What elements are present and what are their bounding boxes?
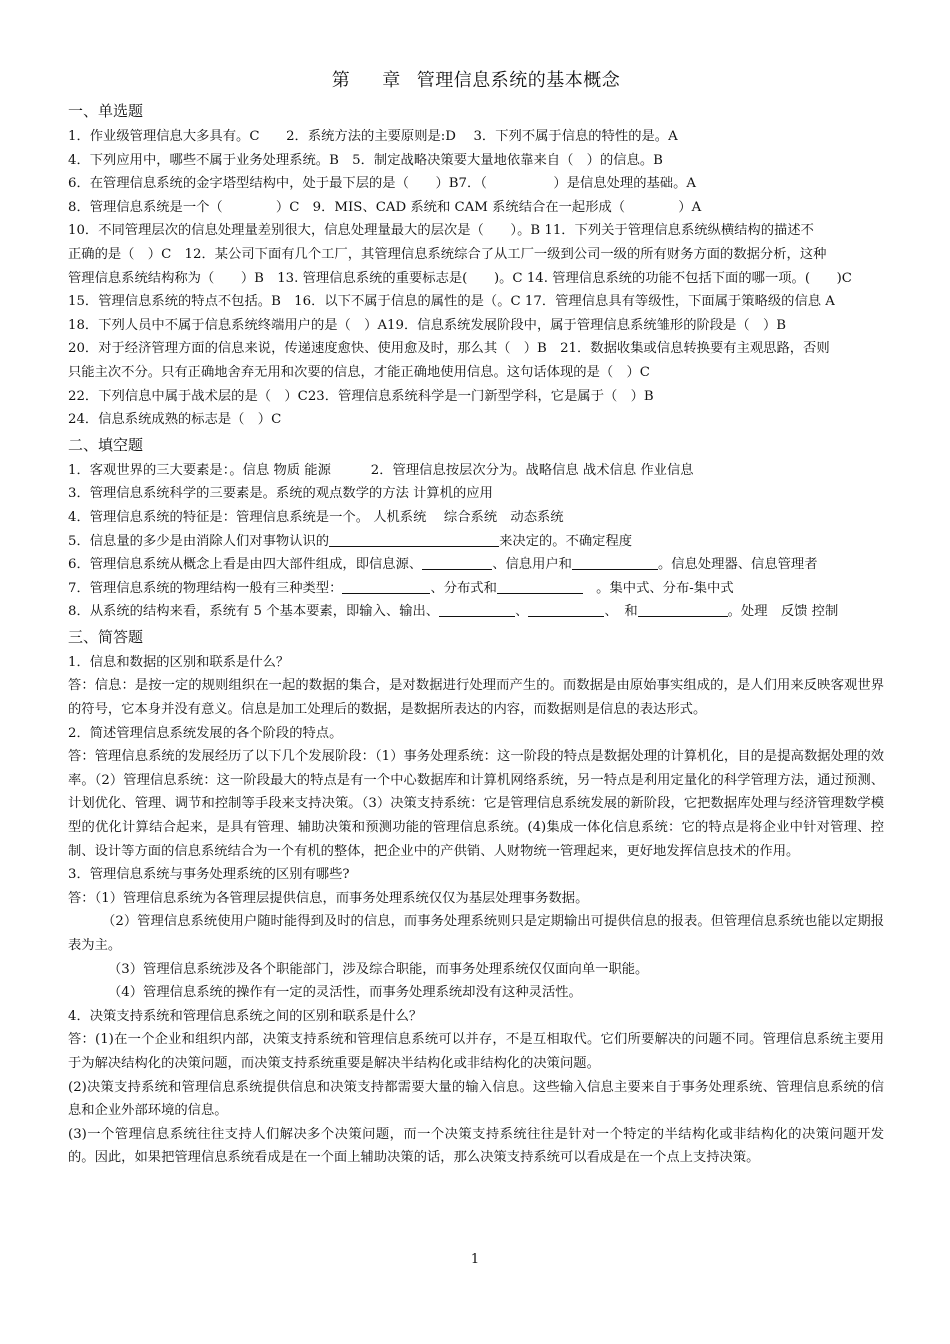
blank-underline <box>638 602 728 617</box>
title-part-1: 第 <box>331 70 351 91</box>
question-4: 4．决策支持系统和管理信息系统之间的区别和联系是什么？ <box>68 1008 423 1024</box>
blank-underline <box>439 602 515 617</box>
fill-text: 7．管理信息系统的物理结构一般有三种类型： <box>68 580 343 596</box>
mc-line: 15．管理信息系统的特点不包括。B 16．以下不属于信息的属性的是（。C 17．管理信息具有等级性，下面属于策略级的信息 A <box>68 294 835 310</box>
mc-line: 8．管理信息系统是一个（ ）C 9．MIS、CAD 系统和 CAM 系统结合在一起形成（ ）A <box>68 199 702 215</box>
fill-line-7 <box>68 577 884 601</box>
mc-line: 4．下列应用中，哪些不属于业务处理系统。B 5．制定战略决策要大量地依靠来自（ ）的信息。B <box>68 152 663 168</box>
fill-text: 、信息用户和 <box>492 557 572 573</box>
answer-3-item-1: 答：（1）管理信息系统为各管理层提供信息，而事务处理系统仅仅为基层处理事务数据。 <box>68 890 589 906</box>
fill-line-1: 1．客观世界的三大要素是：。信息 物质 能源 2．管理信息按层次分为。战略信息 战术信息 作业信息 <box>68 462 694 478</box>
fill-text: 。集中式、分布-集中式 <box>582 580 734 596</box>
mc-line: 24．信息系统成熟的标志是（ ）C <box>68 412 282 428</box>
fill-text: 、 和 <box>604 604 638 620</box>
section-heading-single-choice: 一、单选题 <box>68 102 144 120</box>
answer-3-item-3: （3）管理信息系统涉及各个职能部门，涉及综合职能，而事务处理系统仅仅面向单一职能。 <box>108 961 649 977</box>
mc-line: 18．下列人员中不属于信息系统终端用户的是（ ）A19．信息系统发展阶段中，属于管理信息系统雏形的阶段是（ ）B <box>68 317 787 333</box>
document-page <box>68 62 884 1170</box>
mc-line: 管理信息系统结构称为（ ）B 13. 管理信息系统的重要标志是( )。C 14. 管理信息系统的功能不包括下面的哪一项。( )C <box>68 270 852 286</box>
mc-line: 6．在管理信息系统的金字塔型结构中，处于最下层的是（ ）B7．（ ）是信息处理的基础。A <box>68 176 697 192</box>
fill-line-4: 4．管理信息系统的特征是：管理信息系统是一个。 人机系统 综合系统 动态系统 <box>68 509 564 525</box>
mc-line: 10．不同管理层次的信息处理量差别很大，信息处理量最大的层次是（ ）。B 11．下列关于管理信息系统纵横结构的描述不 <box>68 223 814 239</box>
fill-text: 8．从系统的结构来看，系统有 5 个基本要素，即输入、输出、 <box>68 604 440 620</box>
section-heading-short-answer: 三、简答题 <box>68 627 144 646</box>
mc-line: 20．对于经济管理方面的信息来说，传递速度愈快、使用愈及时，那么其（ ）B 21．数据收集或信息转换要有主观思路，否则 <box>68 341 830 357</box>
section-heading-fill-blank: 二、填空题 <box>68 435 144 454</box>
blank-underline <box>528 602 604 617</box>
fill-blank-list <box>68 459 884 624</box>
mc-line: 只能主次不分。只有正确地舍弃无用和次要的信息，才能正确地使用信息。这句话体现的是（ ）C <box>68 364 650 380</box>
answer-4-item-2: (2)决策支持系统和管理信息系统提供信息和决策支持都需要大量的输入信息。这些输入信息主要来自于事务处理系统、管理信息系统的信息和企业外部环境的信息。 <box>68 1079 884 1119</box>
blank-underline <box>342 579 430 594</box>
mc-line: 正确的是（ ）C 12．某公司下面有几个工厂，其管理信息系统综合了从工厂一级到公司一级的所有财务方面的数据分析，这种 <box>68 246 827 262</box>
page-number: 1 <box>470 1252 480 1267</box>
single-choice-list <box>68 125 884 432</box>
fill-line-5 <box>68 530 884 554</box>
fill-line-6 <box>68 553 884 577</box>
fill-text: 、 <box>515 604 529 620</box>
question-2: 2．简述管理信息系统发展的各个阶段的特点。 <box>68 725 343 741</box>
blank-underline <box>497 579 583 594</box>
answer-3-item-2: （2）管理信息系统使用户随时能得到及时的信息，而事务处理系统则只是定期输出可提供信息的报表。但管理信息系统也能以定期报表为主。 <box>68 914 884 953</box>
answer-4-item-3: (3)一个管理信息系统往往支持人们解决多个决策问题，而一个决策支持系统往往是针对一个特定的半结构化或非结构化的决策问题开发的。因此，如果把管理信息系统看成是在一个面上辅助决策的话，那么决策支持系统可以看成是在一个点上支持决策。 <box>68 1126 884 1166</box>
answer-1: 答：信息：是按一定的规则组织在一起的数据的集合，是对数据进行处理而产生的。而数据是由原始事实组成的，是人们用来反映客观世界的符号，它本身并没有意义。信息是加工处理后的数据，是数据所表达的内容，而数据则是信息的表达形式。 <box>68 678 884 718</box>
fill-text: 来决定的。不确定程度 <box>499 533 633 549</box>
fill-text: 5．信息量的多少是由消除人们对事物认识的 <box>68 533 330 549</box>
fill-line-3: 3．管理信息系统科学的三要素是。系统的观点数学的方法 计算机的应用 <box>68 486 493 502</box>
blank-underline <box>572 555 658 570</box>
fill-text: 。处理 反馈 控制 <box>727 604 839 620</box>
fill-line-8 <box>68 600 884 624</box>
fill-text: 6．管理信息系统从概念上看是由四大部件组成，即信息源、 <box>68 557 423 573</box>
blank-underline <box>329 532 499 547</box>
fill-text: 。信息处理器、信息管理者 <box>657 557 818 573</box>
answer-4-item-1: 答：(1)在一个企业和组织内部，决策支持系统和管理信息系统可以并存，不是互相取代。它们所要解决的问题不同。管理信息系统主要用于为解决结构化的决策问题，而决策支持系统重要是解决半结构化或非结构化的决策问题。 <box>68 1032 884 1071</box>
mc-line: 1．作业级管理信息大多具有。C 2．系统方法的主要原则是:D 3．下列不属于信息的特性的是。A <box>68 129 678 144</box>
title-part-2: 章 <box>382 70 401 91</box>
mc-line: 22．下列信息中属于战术层的是（ ）C23．管理信息系统科学是一门新型学科，它是属于（ ）B <box>68 388 654 404</box>
short-answer-list <box>68 651 884 1170</box>
page-title <box>68 66 884 92</box>
title-part-3: 管理信息系统的基本概念 <box>416 70 621 91</box>
blank-underline <box>422 555 492 570</box>
fill-text: 、分布式和 <box>430 580 497 596</box>
answer-3-item-4: （4）管理信息系统的操作有一定的灵活性，而事务处理系统却没有这种灵活性。 <box>108 985 582 1001</box>
question-1: 1．信息和数据的区别和联系是什么？ <box>68 654 290 670</box>
answer-2: 答：管理信息系统的发展经历了以下几个发展阶段：（1）事务处理系统：这一阶段的特点是数据处理的计算机化，目的是提高数据处理的效率。（2）管理信息系统：这一阶段最大的特点是有一个中心数据库和计算机网络系统，另一特点是利用定量化的科学管理方法，通过预测、计划优化、管理、调节和控制等手段来支持决策。（3）决策支持系统：它是管理信息系统发展的新阶段，它把数据库处理与经济管理数学模型的优化计算结合起来，是具有管理、辅助决策和预测功能的管理信息系统。(4)集成一体化信息系统：它的特点是将企业中针对管理、控制、设计等方面的信息系统结合为一个有机的整体，把企业中的产供销、人财物统一管理起来，更好地发挥信息技术的作用。 <box>68 749 884 859</box>
question-3: 3．管理信息系统与事务处理系统的区别有哪些? <box>68 867 350 883</box>
